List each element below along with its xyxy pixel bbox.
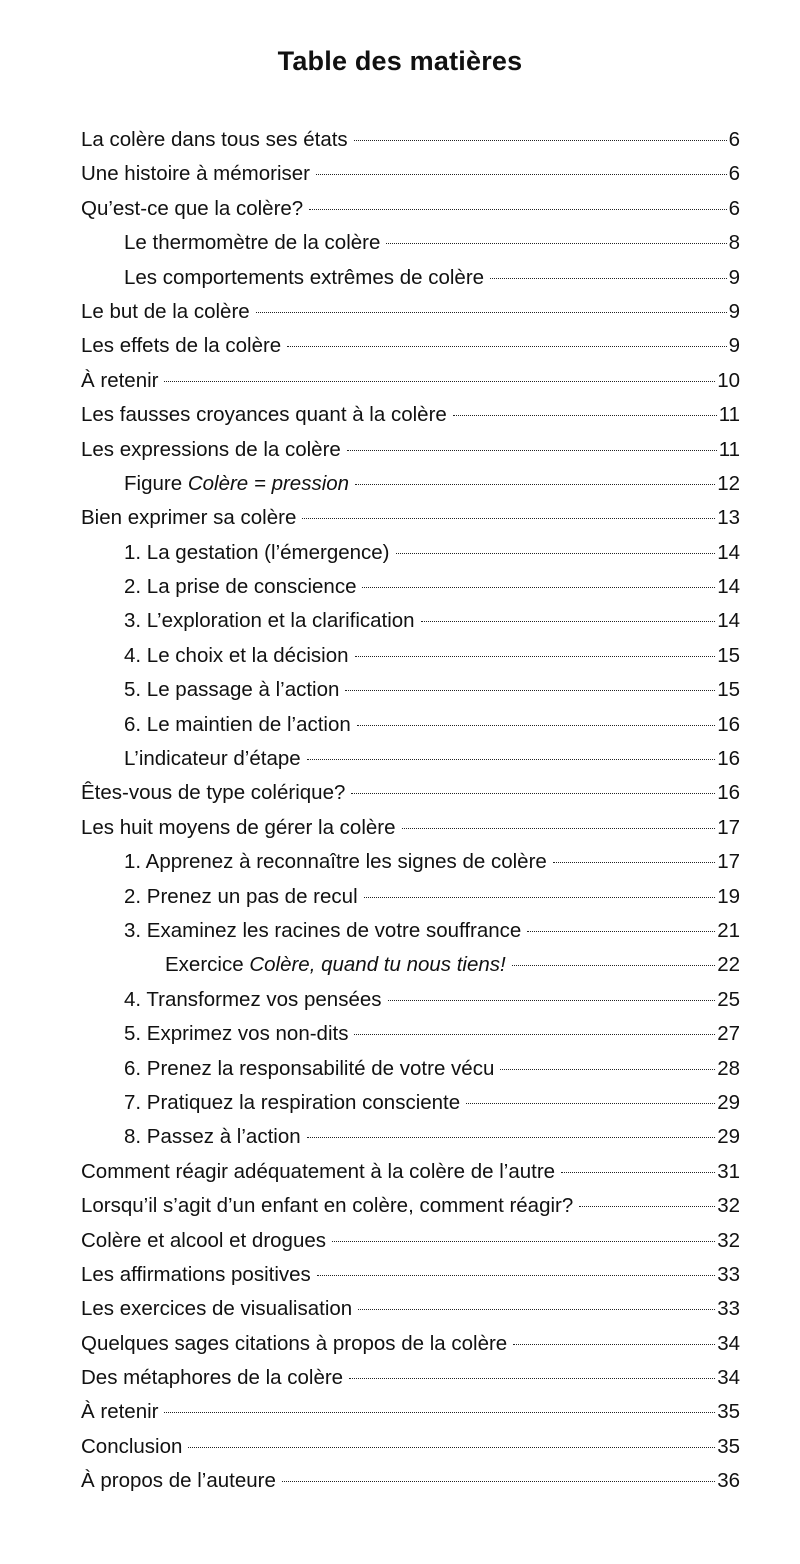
toc-entry-page-number: 22 (717, 953, 740, 977)
toc-entry[interactable] (0, 948, 740, 982)
toc-entry-title: Les effets de la colère (81, 334, 282, 358)
toc-entry[interactable] (0, 880, 740, 914)
dot-leader (362, 587, 715, 588)
toc-entry-page-number: 21 (717, 918, 740, 942)
toc-entry-page-number: 28 (717, 1056, 740, 1080)
dot-leader (355, 484, 715, 485)
toc-entry[interactable] (0, 536, 740, 570)
toc-entry-page-number: 33 (717, 1262, 740, 1286)
dot-leader (287, 346, 726, 347)
toc-entry-page-number: 29 (717, 1090, 740, 1114)
toc-entry[interactable] (0, 639, 740, 673)
toc-entry-title: Les fausses croyances quant à la colère (81, 403, 447, 427)
toc-entry-page-number: 14 (717, 575, 740, 599)
toc-entry-title: Conclusion (81, 1434, 183, 1458)
toc-entry-title: 4. Transformez vos pensées (124, 987, 382, 1011)
dot-leader (354, 1034, 715, 1035)
dot-leader (164, 1412, 715, 1413)
dot-leader (364, 897, 716, 898)
dot-leader (282, 1481, 715, 1482)
toc-entry-page-number: 6 (728, 128, 740, 151)
toc-entry-title: Colère et alcool et drogues (81, 1228, 327, 1252)
toc-entry-title: Quelques sages citations à propos de la colère (81, 1331, 508, 1355)
toc-entry-page-number: 17 (717, 850, 740, 874)
dot-leader (164, 381, 715, 382)
dot-leader (351, 793, 715, 794)
dot-leader (307, 1137, 716, 1138)
toc-entry[interactable] (0, 983, 740, 1017)
toc-entry-page-number: 6 (728, 196, 740, 220)
toc-entry[interactable] (0, 433, 740, 467)
toc-entry[interactable] (0, 226, 740, 260)
toc-entry-title: 1. Apprenez à reconnaître les signes de colère (124, 850, 547, 874)
toc-entry-title-italic: Colère = pression (187, 471, 350, 495)
dot-leader (317, 1275, 715, 1276)
toc-entry-page-number: 11 (718, 437, 740, 461)
toc-entry-page-number: 25 (717, 987, 740, 1011)
toc-entry-title: Le thermomètre de la colère (124, 231, 381, 255)
toc-entry[interactable] (0, 1120, 740, 1154)
toc-entry-title: 5. Exprimez vos non-dits (124, 1022, 349, 1046)
toc-entry-title: Le but de la colère (81, 299, 250, 323)
toc-entry[interactable] (0, 776, 740, 810)
toc-entry-title: 4. Le choix et la décision (124, 643, 349, 667)
toc-entry[interactable] (0, 398, 740, 432)
toc-entry-page-number: 17 (717, 815, 740, 839)
toc-entry[interactable] (0, 1361, 740, 1395)
toc-entry-title: 8. Passez à l’action (124, 1125, 301, 1149)
toc-entry[interactable] (0, 1189, 740, 1223)
toc-entry-title: L’indicateur d’étape (124, 747, 301, 771)
toc-entry-title-prefix: Exercice (165, 953, 250, 977)
toc-entry-page-number: 14 (717, 609, 740, 633)
toc-entry-page-number: 9 (728, 299, 740, 323)
toc-entry[interactable] (0, 811, 740, 845)
toc-entry[interactable] (0, 1395, 740, 1429)
toc-entry-title: 7. Pratiquez la respiration consciente (124, 1090, 461, 1114)
toc-entry[interactable] (0, 673, 740, 707)
toc-entry[interactable] (0, 708, 740, 742)
toc-entry[interactable] (0, 1224, 740, 1258)
toc-entry-page-number: 8 (728, 231, 740, 255)
dot-leader (396, 553, 716, 554)
dot-leader (256, 312, 727, 313)
toc-entry-page-number: 35 (717, 1434, 740, 1458)
dot-leader (386, 243, 726, 244)
dot-leader (332, 1241, 715, 1242)
toc-entry-title: Comment réagir adéquatement à la colère de l’autre (81, 1159, 556, 1183)
toc-entry-page-number: 29 (717, 1125, 740, 1149)
toc-entry-page-number: 35 (717, 1400, 740, 1424)
toc-entry-page-number: 12 (717, 471, 740, 495)
toc-entry-title: Bien exprimer sa colère (81, 506, 297, 530)
toc-entry[interactable] (0, 1464, 740, 1498)
toc-entry-page-number: 34 (717, 1331, 740, 1355)
dot-leader (357, 725, 715, 726)
toc-entry[interactable] (0, 261, 740, 295)
page-title: Table des matières (277, 46, 523, 76)
toc-entry-page-number: 11 (718, 403, 740, 427)
toc-entry-page-number: 32 (717, 1228, 740, 1252)
toc-entry-title-prefix: Figure (124, 471, 188, 495)
toc-entry[interactable] (0, 329, 740, 363)
toc-entry-title: 5. Le passage à l’action (124, 678, 340, 702)
dot-leader (354, 140, 727, 141)
toc-entry-title: Une histoire à mémoriser (81, 162, 310, 186)
toc-entry-title: Les comportements extrêmes de colère (124, 265, 485, 289)
toc-entry-title: À propos de l’auteure (81, 1469, 276, 1493)
toc-entry[interactable] (0, 501, 740, 535)
dot-leader (188, 1447, 715, 1448)
dot-leader (466, 1103, 715, 1104)
toc-entry-title: Êtes-vous de type colérique? (81, 781, 346, 805)
toc-entry-page-number: 16 (717, 747, 740, 771)
toc-entry-page-number: 9 (728, 334, 740, 358)
toc-entry[interactable] (0, 123, 740, 157)
toc-entry-title-italic: Colère, quand tu nous tiens! (249, 953, 506, 977)
toc-entry[interactable] (0, 845, 740, 879)
toc-entry-title: Les affirmations positives (81, 1262, 311, 1286)
dot-leader (527, 931, 715, 932)
toc-entry-page-number: 15 (717, 643, 740, 667)
toc-entry[interactable] (0, 1430, 740, 1464)
toc-entry-title (165, 948, 506, 982)
dot-leader (553, 862, 715, 863)
dot-leader (316, 174, 727, 175)
dot-leader (388, 1000, 716, 1001)
toc-entry-page-number: 16 (717, 781, 740, 805)
toc-entry-title (124, 467, 349, 501)
toc-entry-page-number: 33 (717, 1297, 740, 1321)
toc-entry-title: 3. Examinez les racines de votre souffrance (124, 918, 522, 942)
toc-entry[interactable] (0, 1155, 740, 1189)
dot-leader (500, 1069, 715, 1070)
toc-entry-title: 6. Prenez la responsabilité de votre vécu (124, 1056, 495, 1080)
toc-entry[interactable] (0, 1017, 740, 1051)
toc-entry-page-number: 10 (717, 368, 740, 392)
toc-entry[interactable] (0, 570, 740, 604)
dot-leader (345, 690, 715, 691)
toc-entry[interactable] (0, 192, 740, 226)
toc-entry-title: Qu’est-ce que la colère? (81, 196, 304, 220)
table-of-contents (0, 123, 800, 1499)
toc-entry-page-number: 36 (717, 1469, 740, 1493)
toc-entry-page-number: 16 (717, 712, 740, 736)
toc-entry-page-number: 9 (728, 265, 740, 289)
toc-entry[interactable] (0, 295, 740, 329)
dot-leader (355, 656, 716, 657)
toc-entry-page-number: 34 (717, 1366, 740, 1390)
toc-entry[interactable] (0, 1052, 740, 1086)
toc-entry-title: Des métaphores de la colère (81, 1366, 344, 1390)
toc-entry[interactable] (0, 1258, 740, 1292)
dot-leader (402, 828, 716, 829)
dot-leader (513, 1344, 715, 1345)
toc-entry-title: Les huit moyens de gérer la colère (81, 815, 396, 839)
dot-leader (421, 621, 716, 622)
toc-entry[interactable] (0, 604, 740, 638)
toc-entry[interactable] (0, 742, 740, 776)
toc-entry[interactable] (0, 1086, 740, 1120)
toc-entry[interactable] (0, 914, 740, 948)
toc-entry[interactable] (0, 1292, 740, 1326)
toc-entry-title: Lorsqu’il s’agit d’un enfant en colère, comment réagir? (81, 1194, 574, 1218)
toc-entry-title: Les exercices de visualisation (81, 1297, 353, 1321)
toc-entry-page-number: 14 (717, 540, 740, 564)
toc-entry-page-number: 27 (717, 1022, 740, 1046)
toc-entry-title: 2. Prenez un pas de recul (124, 884, 358, 908)
dot-leader (349, 1378, 715, 1379)
toc-entry[interactable] (0, 467, 740, 501)
toc-entry-title: À retenir (81, 1400, 159, 1424)
toc-entry-title: 2. La prise de conscience (124, 575, 357, 599)
dot-leader (512, 965, 715, 966)
dot-leader (347, 450, 717, 451)
toc-entry[interactable] (0, 1327, 740, 1361)
toc-entry-page-number: 19 (717, 884, 740, 908)
dot-leader (579, 1206, 715, 1207)
toc-entry-page-number: 6 (728, 162, 740, 186)
toc-entry-page-number: 31 (717, 1159, 740, 1183)
toc-entry-page-number: 15 (717, 678, 740, 702)
toc-entry-title: 6. Le maintien de l’action (124, 712, 351, 736)
toc-entry-title: 3. L’exploration et la clarification (124, 609, 415, 633)
dot-leader (302, 518, 715, 519)
toc-entry-page-number: 32 (717, 1194, 740, 1218)
dot-leader (453, 415, 717, 416)
dot-leader (309, 209, 726, 210)
toc-entry-title: La colère dans tous ses états (81, 128, 348, 151)
toc-entry[interactable] (0, 157, 740, 191)
dot-leader (490, 278, 727, 279)
dot-leader (307, 759, 716, 760)
toc-entry-title: À retenir (81, 368, 159, 392)
dot-leader (358, 1309, 715, 1310)
toc-entry-title: Les expressions de la colère (81, 437, 341, 461)
toc-entry[interactable] (0, 364, 740, 398)
toc-entry-title: 1. La gestation (l’émergence) (124, 540, 390, 564)
dot-leader (561, 1172, 715, 1173)
toc-entry-page-number: 13 (717, 506, 740, 530)
